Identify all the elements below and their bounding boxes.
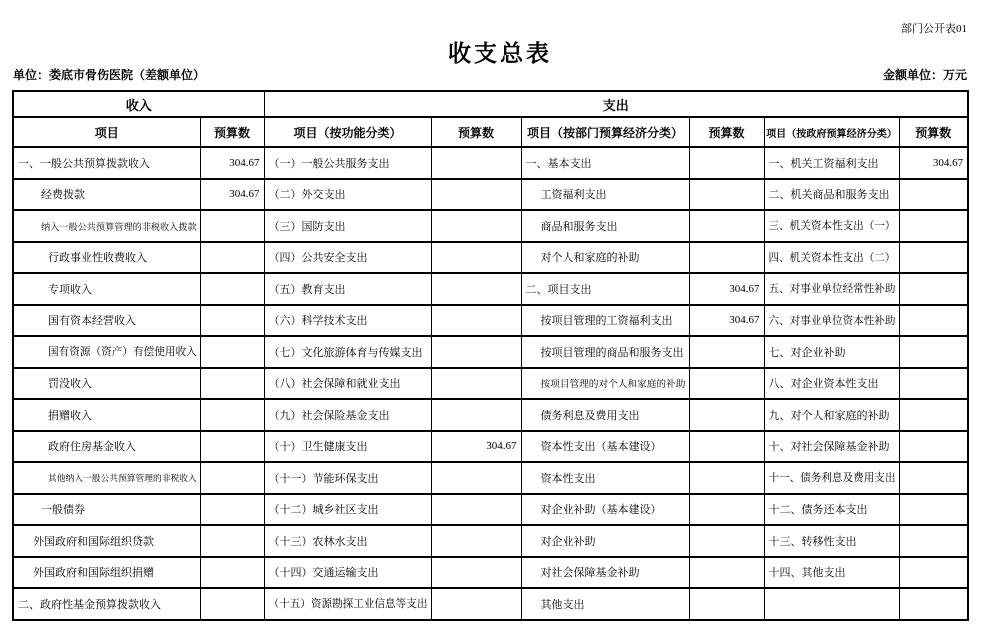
col-header-dept-econ-item: 项目（按部门预算经济分类） xyxy=(521,117,689,147)
gov-econ-item-cell: 五、对事业单位经常性补助 xyxy=(764,273,899,305)
functional-budget-cell xyxy=(431,273,521,305)
gov-econ-item-cell: 七、对企业补助 xyxy=(764,336,899,368)
table-row xyxy=(13,147,968,179)
col-header-income-item: 项目 xyxy=(13,117,200,147)
gov-econ-budget-cell xyxy=(899,368,968,400)
income-item-cell: 外国政府和国际组织贷款 xyxy=(13,525,200,557)
functional-item-cell: （四）公共安全支出 xyxy=(264,242,431,274)
gov-econ-item-cell: 四、机关资本性支出（二） xyxy=(764,242,899,274)
col-header-gov-econ-item: 项目（按政府预算经济分类） xyxy=(764,117,899,147)
table-row xyxy=(13,525,968,557)
income-budget-cell xyxy=(200,525,264,557)
functional-budget-cell xyxy=(431,179,521,211)
income-item-cell: 专项收入 xyxy=(13,273,200,305)
income-group-header: 收入 xyxy=(13,91,264,117)
dept-econ-budget-cell xyxy=(689,368,764,400)
dept-econ-budget-cell xyxy=(689,210,764,242)
gov-econ-item-cell: 十一、债务利息及费用支出 xyxy=(764,462,899,494)
dept-econ-budget-cell xyxy=(689,588,764,620)
dept-econ-item-cell: 一、基本支出 xyxy=(521,147,689,179)
gov-econ-budget-cell xyxy=(899,462,968,494)
income-item-cell: 行政事业性收费收入 xyxy=(13,242,200,274)
col-header-income-budget: 预算数 xyxy=(200,117,264,147)
income-budget-cell xyxy=(200,557,264,589)
gov-econ-item-cell: 一、机关工资福利支出 xyxy=(764,147,899,179)
gov-econ-budget-cell xyxy=(899,494,968,526)
income-item-cell: 一般债券 xyxy=(13,494,200,526)
gov-econ-budget-cell xyxy=(899,305,968,337)
income-budget-cell: 304.67 xyxy=(200,147,264,179)
dept-econ-item-cell: 二、项目支出 xyxy=(521,273,689,305)
functional-budget-cell xyxy=(431,242,521,274)
functional-budget-cell xyxy=(431,147,521,179)
functional-item-cell: （十）卫生健康支出 xyxy=(264,431,431,463)
income-budget-cell xyxy=(200,588,264,620)
income-budget-cell xyxy=(200,242,264,274)
gov-econ-budget-cell xyxy=(899,336,968,368)
gov-econ-budget-cell xyxy=(899,273,968,305)
functional-budget-cell xyxy=(431,588,521,620)
dept-econ-budget-cell: 304.67 xyxy=(689,305,764,337)
functional-budget-cell xyxy=(431,368,521,400)
functional-budget-cell xyxy=(431,525,521,557)
functional-item-cell: （九）社会保险基金支出 xyxy=(264,399,431,431)
dept-econ-budget-cell xyxy=(689,242,764,274)
income-item-cell: 外国政府和国际组织捐赠 xyxy=(13,557,200,589)
income-budget-cell xyxy=(200,399,264,431)
page-title: 收支总表 xyxy=(448,41,552,66)
gov-econ-budget-cell xyxy=(899,525,968,557)
income-budget-cell xyxy=(200,336,264,368)
functional-item-cell: （一）一般公共服务支出 xyxy=(264,147,431,179)
dept-econ-item-cell: 按项目管理的工资福利支出 xyxy=(521,305,689,337)
dept-econ-budget-cell xyxy=(689,557,764,589)
functional-budget-cell xyxy=(431,557,521,589)
gov-econ-budget-cell xyxy=(899,588,968,620)
table-row xyxy=(13,305,968,337)
income-item-cell: 纳入一般公共预算管理的非税收入拨款 xyxy=(13,210,200,242)
table-row xyxy=(13,179,968,211)
income-budget-cell xyxy=(200,431,264,463)
income-budget-cell xyxy=(200,494,264,526)
dept-econ-budget-cell: 304.67 xyxy=(689,273,764,305)
gov-econ-item-cell: 九、对个人和家庭的补助 xyxy=(764,399,899,431)
table-row xyxy=(13,557,968,589)
functional-budget-cell xyxy=(431,305,521,337)
income-item-cell: 政府住房基金收入 xyxy=(13,431,200,463)
dept-econ-item-cell: 商品和服务支出 xyxy=(521,210,689,242)
income-item-cell: 经费拨款 xyxy=(13,179,200,211)
dept-econ-item-cell: 工资福利支出 xyxy=(521,179,689,211)
gov-econ-item-cell: 二、机关商品和服务支出 xyxy=(764,179,899,211)
gov-econ-item-cell: 十三、转移性支出 xyxy=(764,525,899,557)
functional-item-cell: （十四）交通运输支出 xyxy=(264,557,431,589)
income-item-cell: 捐赠收入 xyxy=(13,399,200,431)
dept-econ-item-cell: 资本性支出（基本建设） xyxy=(521,431,689,463)
gov-econ-item-cell: 十、对社会保障基金补助 xyxy=(764,431,899,463)
table-row xyxy=(13,399,968,431)
gov-econ-budget-cell xyxy=(899,210,968,242)
dept-econ-budget-cell xyxy=(689,431,764,463)
budget-table xyxy=(12,90,969,621)
table-row xyxy=(13,210,968,242)
table-row xyxy=(13,368,968,400)
income-item-cell: 一、一般公共预算拨款收入 xyxy=(13,147,200,179)
table-row xyxy=(13,242,968,274)
form-code: 部门公开表01 xyxy=(901,23,967,35)
functional-item-cell: （五）教育支出 xyxy=(264,273,431,305)
gov-econ-item-cell: 三、机关资本性支出（一） xyxy=(764,210,899,242)
dept-econ-item-cell: 对企业补助 xyxy=(521,525,689,557)
amount-unit-label: 金额单位：万元 xyxy=(882,68,967,82)
income-budget-cell: 304.67 xyxy=(200,179,264,211)
table-row xyxy=(13,336,968,368)
income-budget-cell xyxy=(200,210,264,242)
income-budget-cell xyxy=(200,305,264,337)
functional-item-cell: （十五）资源勘探工业信息等支出 xyxy=(264,588,431,620)
gov-econ-budget-cell xyxy=(899,431,968,463)
gov-econ-item-cell: 六、对事业单位资本性补助 xyxy=(764,305,899,337)
dept-econ-budget-cell xyxy=(689,525,764,557)
dept-econ-item-cell: 按项目管理的商品和服务支出 xyxy=(521,336,689,368)
functional-item-cell: （二）外交支出 xyxy=(264,179,431,211)
dept-econ-item-cell: 债务利息及费用支出 xyxy=(521,399,689,431)
col-header-functional-budget: 预算数 xyxy=(431,117,521,147)
gov-econ-item-cell: 八、对企业资本性支出 xyxy=(764,368,899,400)
table-row xyxy=(13,588,968,620)
dept-econ-budget-cell xyxy=(689,179,764,211)
income-item-cell: 其他纳入一般公共预算管理的非税收入 xyxy=(13,462,200,494)
income-item-cell: 二、政府性基金预算拨款收入 xyxy=(13,588,200,620)
functional-budget-cell xyxy=(431,399,521,431)
expenditure-group-header: 支出 xyxy=(264,91,968,117)
functional-item-cell: （十一）节能环保支出 xyxy=(264,462,431,494)
dept-econ-budget-cell xyxy=(689,147,764,179)
dept-econ-budget-cell xyxy=(689,494,764,526)
functional-budget-cell xyxy=(431,494,521,526)
gov-econ-budget-cell xyxy=(899,179,968,211)
col-header-dept-econ-budget: 预算数 xyxy=(689,117,764,147)
dept-econ-item-cell: 其他支出 xyxy=(521,588,689,620)
functional-item-cell: （八）社会保障和就业支出 xyxy=(264,368,431,400)
income-budget-cell xyxy=(200,273,264,305)
income-item-cell: 罚没收入 xyxy=(13,368,200,400)
dept-econ-item-cell: 按项目管理的对个人和家庭的补助 xyxy=(521,368,689,400)
unit-label: 单位：娄底市骨伤医院（差额单位） xyxy=(13,68,206,82)
col-header-gov-econ-budget: 预算数 xyxy=(899,117,968,147)
income-item-cell: 国有资本经营收入 xyxy=(13,305,200,337)
gov-econ-budget-cell: 304.67 xyxy=(899,147,968,179)
dept-econ-budget-cell xyxy=(689,399,764,431)
functional-budget-cell: 304.67 xyxy=(431,431,521,463)
functional-item-cell: （十二）城乡社区支出 xyxy=(264,494,431,526)
gov-econ-budget-cell xyxy=(899,242,968,274)
gov-econ-item-cell: 十四、其他支出 xyxy=(764,557,899,589)
meta-row xyxy=(13,66,967,83)
functional-item-cell: （十三）农林水支出 xyxy=(264,525,431,557)
functional-item-cell: （七）文化旅游体育与传媒支出 xyxy=(264,336,431,368)
table-row xyxy=(13,462,968,494)
gov-econ-item-cell xyxy=(764,588,899,620)
functional-item-cell: （六）科学技术支出 xyxy=(264,305,431,337)
gov-econ-budget-cell xyxy=(899,557,968,589)
income-budget-cell xyxy=(200,462,264,494)
table-row xyxy=(13,494,968,526)
dept-econ-item-cell: 对社会保障基金补助 xyxy=(521,557,689,589)
dept-econ-budget-cell xyxy=(689,462,764,494)
gov-econ-item-cell: 十二、债务还本支出 xyxy=(764,494,899,526)
income-budget-cell xyxy=(200,368,264,400)
functional-budget-cell xyxy=(431,462,521,494)
income-item-cell: 国有资源（资产）有偿使用收入 xyxy=(13,336,200,368)
col-header-functional-item: 项目（按功能分类） xyxy=(264,117,431,147)
dept-econ-budget-cell xyxy=(689,336,764,368)
table-row xyxy=(13,273,968,305)
functional-item-cell: （三）国防支出 xyxy=(264,210,431,242)
gov-econ-budget-cell xyxy=(899,399,968,431)
group-header-row xyxy=(13,91,968,117)
table-row xyxy=(13,431,968,463)
functional-budget-cell xyxy=(431,336,521,368)
dept-econ-item-cell: 资本性支出 xyxy=(521,462,689,494)
dept-econ-item-cell: 对个人和家庭的补助 xyxy=(521,242,689,274)
dept-econ-item-cell: 对企业补助（基本建设） xyxy=(521,494,689,526)
functional-budget-cell xyxy=(431,210,521,242)
column-header-row xyxy=(13,117,968,147)
